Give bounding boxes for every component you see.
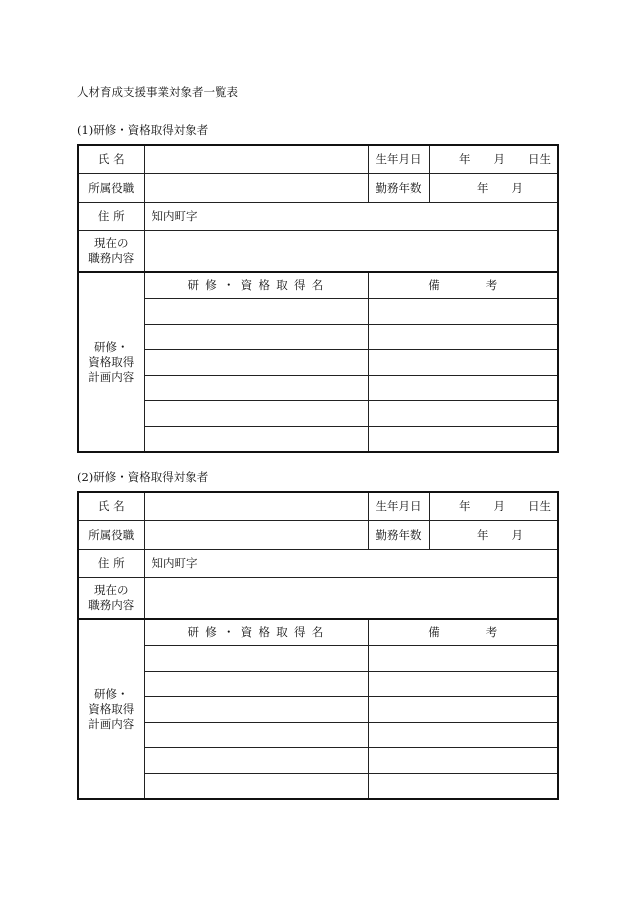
training-name-cell — [144, 324, 368, 350]
plan-label-line: 計画内容 — [88, 369, 135, 384]
address-value: 知内町字 — [144, 203, 558, 231]
training-name-cell — [144, 375, 368, 401]
training-name-cell — [144, 646, 368, 672]
section-heading: (1)研修・資格取得対象者 — [77, 123, 209, 137]
remarks-header: 備 考 — [368, 619, 558, 646]
current-duty-label — [78, 231, 144, 273]
plan-row — [78, 697, 558, 723]
training-name-cell — [144, 401, 368, 427]
name-label: 氏 名 — [78, 145, 144, 174]
document-title: 人材育成支援事業対象者一覧表 — [77, 85, 238, 99]
current-duty-label-line: 職務内容 — [88, 598, 135, 612]
applicant-table — [77, 491, 559, 800]
remarks-cell — [368, 773, 558, 799]
address-row — [78, 203, 558, 231]
name-value — [144, 492, 368, 521]
plan-row — [78, 299, 558, 325]
address-value: 知内町字 — [144, 550, 558, 578]
plan-label — [78, 619, 144, 799]
plan-row — [78, 671, 558, 697]
training-name-cell — [144, 748, 368, 774]
remarks-cell — [368, 646, 558, 672]
name-label: 氏 名 — [78, 492, 144, 521]
applicant-table — [77, 144, 559, 453]
plan-header-row — [78, 272, 558, 299]
training-name-cell — [144, 426, 368, 452]
remarks-cell — [368, 401, 558, 427]
training-name-cell — [144, 299, 368, 325]
address-row — [78, 550, 558, 578]
current-duty-label-line: 現在の — [94, 236, 129, 250]
plan-row — [78, 646, 558, 672]
address-label: 住 所 — [78, 203, 144, 231]
plan-label — [78, 272, 144, 452]
remarks-cell — [368, 748, 558, 774]
plan-header-row — [78, 619, 558, 646]
position-label: 所属役職 — [78, 521, 144, 550]
position-row — [78, 521, 558, 550]
address-label: 住 所 — [78, 550, 144, 578]
service-years-value: 年 月 — [429, 521, 558, 550]
training-name-header: 研 修 ・ 資 格 取 得 名 — [144, 272, 368, 299]
remarks-cell — [368, 722, 558, 748]
remarks-cell — [368, 426, 558, 452]
current-duty-value — [144, 231, 558, 273]
name-row — [78, 145, 558, 174]
birth-date-value: 年 月 日生 — [429, 145, 558, 174]
plan-label-line: 資格取得 — [88, 354, 135, 369]
current-duty-value — [144, 578, 558, 620]
service-years-value: 年 月 — [429, 174, 558, 203]
remarks-cell — [368, 350, 558, 376]
current-duty-row — [78, 578, 558, 620]
remarks-cell — [368, 324, 558, 350]
birth-date-label: 生年月日 — [368, 492, 429, 521]
training-name-header: 研 修 ・ 資 格 取 得 名 — [144, 619, 368, 646]
plan-row — [78, 401, 558, 427]
plan-row — [78, 773, 558, 799]
remarks-header: 備 考 — [368, 272, 558, 299]
plan-label-line: 研修・ — [94, 686, 129, 701]
plan-label-line: 研修・ — [94, 339, 129, 354]
plan-row — [78, 375, 558, 401]
current-duty-label-line: 職務内容 — [88, 251, 135, 265]
plan-label-line: 資格取得 — [88, 701, 135, 716]
remarks-cell — [368, 375, 558, 401]
current-duty-label — [78, 578, 144, 620]
name-row — [78, 492, 558, 521]
position-value — [144, 174, 368, 203]
remarks-cell — [368, 697, 558, 723]
plan-row — [78, 324, 558, 350]
plan-row — [78, 350, 558, 376]
training-name-cell — [144, 697, 368, 723]
position-row — [78, 174, 558, 203]
current-duty-label-line: 現在の — [94, 583, 129, 597]
name-value — [144, 145, 368, 174]
training-name-cell — [144, 350, 368, 376]
section-2 — [77, 470, 557, 800]
position-value — [144, 521, 368, 550]
plan-label-line: 計画内容 — [88, 716, 135, 731]
birth-date-value: 年 月 日生 — [429, 492, 558, 521]
current-duty-row — [78, 231, 558, 273]
service-years-label: 勤務年数 — [368, 521, 429, 550]
section-heading: (2)研修・資格取得対象者 — [77, 470, 209, 484]
plan-row — [78, 722, 558, 748]
service-years-label: 勤務年数 — [368, 174, 429, 203]
training-name-cell — [144, 722, 368, 748]
section-1 — [77, 123, 557, 453]
plan-row — [78, 748, 558, 774]
remarks-cell — [368, 671, 558, 697]
birth-date-label: 生年月日 — [368, 145, 429, 174]
plan-row — [78, 426, 558, 452]
position-label: 所属役職 — [78, 174, 144, 203]
training-name-cell — [144, 671, 368, 697]
remarks-cell — [368, 299, 558, 325]
training-name-cell — [144, 773, 368, 799]
